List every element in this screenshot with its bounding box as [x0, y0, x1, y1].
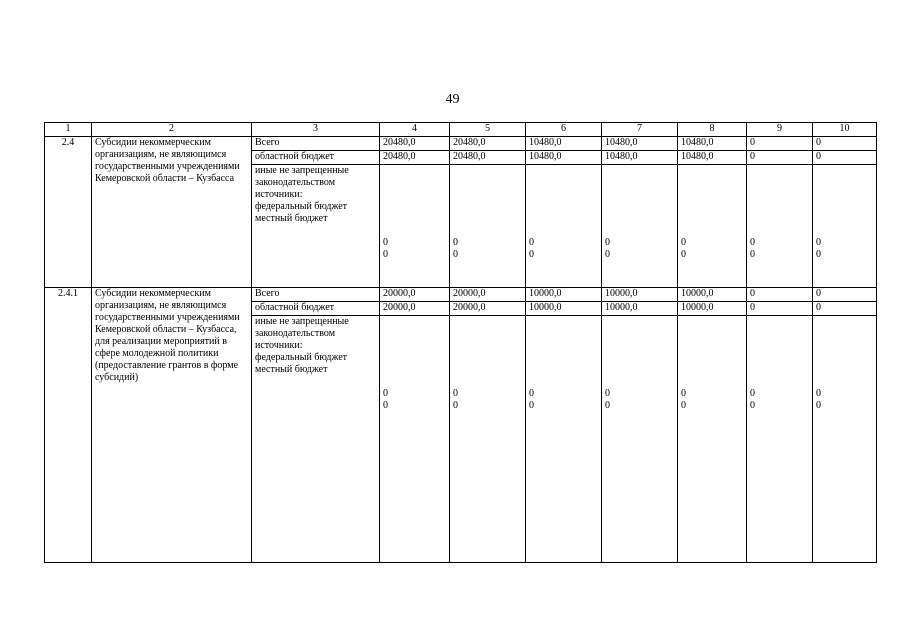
value-cell: 10480,0: [678, 137, 747, 151]
value-cell: 0: [750, 400, 755, 411]
header-cell: 8: [678, 123, 747, 137]
value-cell: 0: [813, 151, 877, 165]
row-code: 2.4: [45, 137, 92, 288]
row-code: 2.4.1: [45, 288, 92, 563]
value-cell: 0: [681, 400, 686, 411]
value-cell: 0: [681, 237, 686, 248]
table-row: [45, 137, 877, 151]
header-cell: 6: [526, 123, 602, 137]
other-sources-label: иные не запрещенные законодательством источники:: [255, 316, 349, 351]
federal-label: федеральный бюджет: [255, 201, 348, 212]
header-cell: 3: [252, 123, 380, 137]
header-cell: 2: [92, 123, 252, 137]
header-cell: 10: [813, 123, 877, 137]
value-cell: 10000,0: [678, 302, 747, 316]
value-cell: 10000,0: [526, 302, 602, 316]
table-row: [45, 288, 877, 302]
header-cell: 9: [747, 123, 813, 137]
value-cell: 0: [816, 249, 821, 260]
value-cell: 0: [453, 388, 458, 399]
regional-label: областной бюджет: [252, 302, 380, 316]
value-cell: 0: [383, 237, 388, 248]
header-cell: 4: [380, 123, 450, 137]
value-cell: 0: [816, 400, 821, 411]
value-cell: 20000,0: [380, 302, 450, 316]
value-cell: 0: [529, 249, 534, 260]
value-cell: 0: [681, 249, 686, 260]
row-name: Субсидии некоммерческим организациям, не являющимся государственными учреждениями Кемеровской области – Кузбасса, для реализации мероприятий в сфере молодежной политики (предоставление грантов в форме субсидий): [92, 288, 252, 563]
value-cell: 0: [453, 400, 458, 411]
value-stack: [747, 316, 813, 563]
value-cell: 0: [383, 388, 388, 399]
value-stack: [602, 316, 678, 563]
total-label: Всего: [252, 137, 380, 151]
value-cell: 0: [747, 151, 813, 165]
value-cell: 20480,0: [380, 137, 450, 151]
value-cell: 0: [750, 237, 755, 248]
local-label: местный бюджет: [255, 364, 328, 375]
value-stack: [450, 165, 526, 288]
value-stack: [813, 316, 877, 563]
regional-label: областной бюджет: [252, 151, 380, 165]
value-stack: [380, 316, 450, 563]
budget-table: [44, 122, 877, 563]
value-stack: [380, 165, 450, 288]
sources-labels: [252, 165, 380, 288]
table-header-row: [45, 123, 877, 137]
value-cell: 0: [750, 249, 755, 260]
value-stack: [450, 316, 526, 563]
value-cell: 10000,0: [678, 288, 747, 302]
value-cell: 0: [681, 388, 686, 399]
value-stack: [747, 165, 813, 288]
value-cell: 0: [747, 302, 813, 316]
page-number: 49: [445, 92, 460, 107]
header-cell: 1: [45, 123, 92, 137]
value-cell: 0: [750, 388, 755, 399]
value-cell: 10480,0: [678, 151, 747, 165]
row-name: Субсидии некоммерческим организациям, не являющимся государственными учреждениями Кемеровской области – Кузбасса: [92, 137, 252, 288]
value-cell: 0: [813, 137, 877, 151]
value-stack: [813, 165, 877, 288]
value-cell: 20480,0: [450, 151, 526, 165]
total-label: Всего: [252, 288, 380, 302]
other-sources-label: иные не запрещенные законодательством источники:: [255, 165, 349, 200]
value-cell: 10480,0: [526, 151, 602, 165]
sources-labels: [252, 316, 380, 563]
header-cell: 5: [450, 123, 526, 137]
value-cell: 0: [383, 249, 388, 260]
value-cell: 10480,0: [602, 151, 678, 165]
value-cell: 0: [453, 249, 458, 260]
value-cell: 10000,0: [526, 288, 602, 302]
value-cell: 10480,0: [602, 137, 678, 151]
value-stack: [526, 165, 602, 288]
value-cell: 0: [605, 388, 610, 399]
value-cell: 20000,0: [450, 302, 526, 316]
value-cell: 0: [529, 400, 534, 411]
value-cell: 0: [605, 237, 610, 248]
value-cell: 20480,0: [380, 151, 450, 165]
value-cell: 0: [453, 237, 458, 248]
value-cell: 0: [813, 302, 877, 316]
value-cell: 20000,0: [450, 288, 526, 302]
value-cell: 20480,0: [450, 137, 526, 151]
value-cell: 10480,0: [526, 137, 602, 151]
value-stack: [526, 316, 602, 563]
value-cell: 0: [813, 288, 877, 302]
value-cell: 0: [605, 400, 610, 411]
value-stack: [602, 165, 678, 288]
value-cell: 0: [816, 388, 821, 399]
value-stack: [678, 165, 747, 288]
value-cell: 0: [383, 400, 388, 411]
header-cell: 7: [602, 123, 678, 137]
value-cell: 10000,0: [602, 288, 678, 302]
value-cell: 0: [747, 137, 813, 151]
value-stack: [678, 316, 747, 563]
value-cell: 0: [816, 237, 821, 248]
value-cell: 0: [529, 237, 534, 248]
value-cell: 0: [529, 388, 534, 399]
value-cell: 20000,0: [380, 288, 450, 302]
value-cell: 0: [605, 249, 610, 260]
value-cell: 10000,0: [602, 302, 678, 316]
local-label: местный бюджет: [255, 213, 328, 224]
value-cell: 0: [747, 288, 813, 302]
federal-label: федеральный бюджет: [255, 352, 348, 363]
